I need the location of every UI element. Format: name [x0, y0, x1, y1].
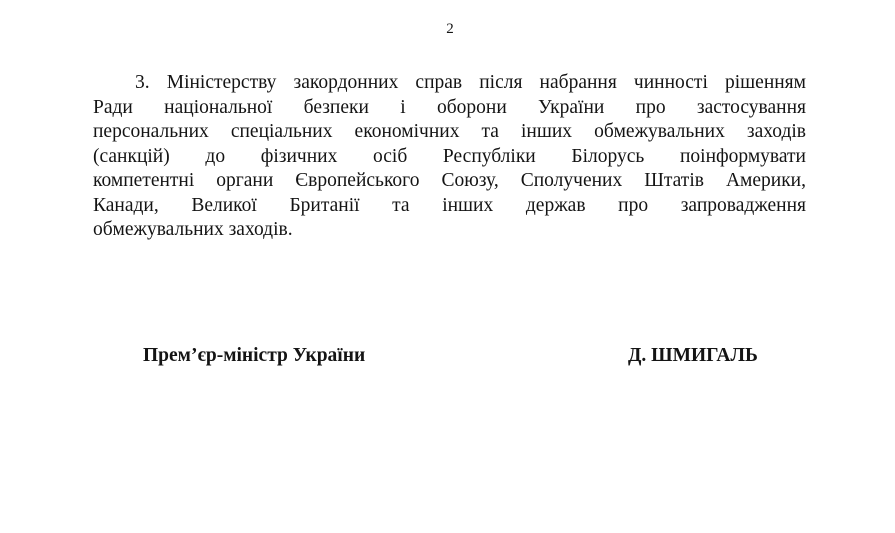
paragraph-line: 3. Міністерству закордонних справ після набрання чинності рішенням — [135, 72, 806, 93]
page-number: 2 — [446, 21, 454, 37]
paragraph-line: Канади, Великої Британії та інших держав про запровадження — [93, 194, 806, 216]
paragraph-line: компетентні органи Європейського Союзу, Сполучених Штатів Америки, — [93, 170, 806, 191]
paragraph-item-3 — [93, 71, 806, 243]
paragraph-line: обмежувальних заходів. — [93, 219, 293, 240]
paragraph-line: (санкцій) до фізичних осіб Республіки Білорусь поінформувати — [93, 145, 806, 167]
paragraph-line: Ради національної безпеки і оборони України про застосування — [93, 96, 806, 118]
signatory-title: Прем’єр-міністр України — [143, 345, 366, 366]
signatory-name: Д. ШМИГАЛЬ — [628, 345, 758, 366]
paragraph-line: персональних спеціальних економічних та інших обмежувальних заходів — [93, 121, 806, 142]
